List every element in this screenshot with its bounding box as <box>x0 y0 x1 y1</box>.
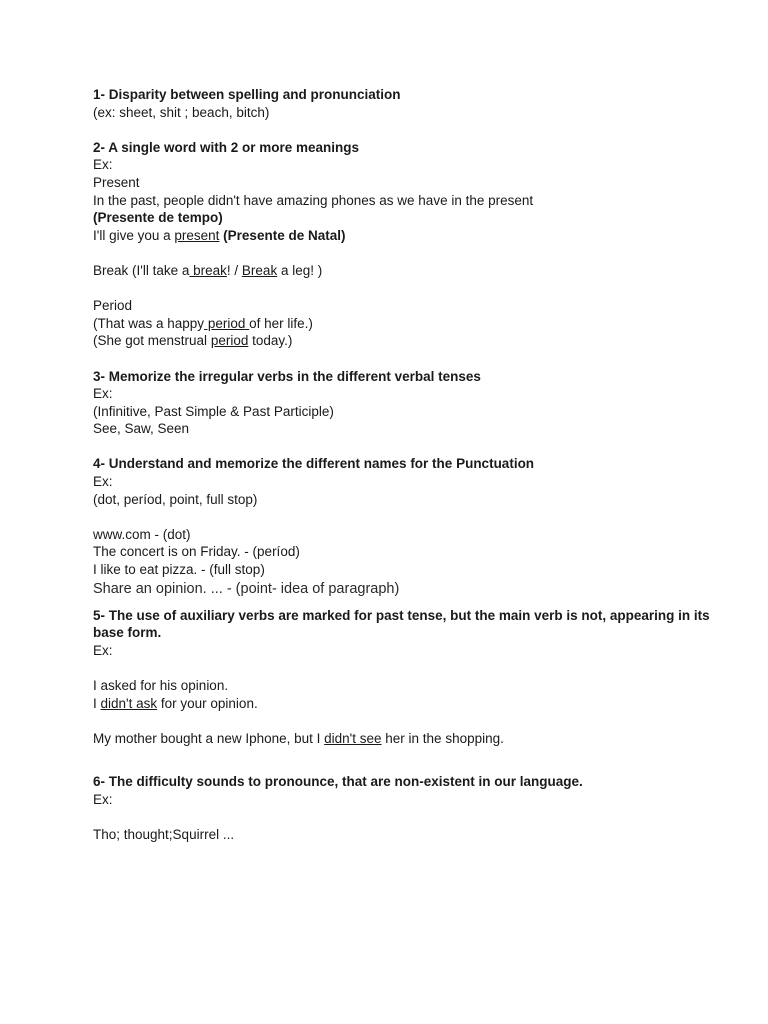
underlined-period-2: period <box>210 333 249 349</box>
underlined-present: present <box>174 227 220 243</box>
underlined-break-2: Break <box>241 262 278 278</box>
present-note-2: (Presente de Natal) <box>223 227 346 243</box>
break-sentence: Break (I'll take a break! / Break a leg! ) <box>93 262 323 278</box>
section-4-line-3: The concert is on Friday. - (períod) <box>93 544 300 560</box>
section-1-heading: 1- Disparity between spelling and pronunciation <box>93 87 401 102</box>
underlined-break-1: break <box>189 262 227 278</box>
present-sentence-2: I'll give you a present (Presente de Natal) <box>93 227 346 243</box>
section-3-line-2: See, Saw, Seen <box>93 421 190 437</box>
section-6-line-1: Tho; thought;Squirrel ... <box>93 826 235 842</box>
underlined-didnt-see: didn't see <box>324 730 382 746</box>
underlined-didnt-ask: didn't ask <box>100 695 158 711</box>
section-4-line-5: Share an opinion. ... - (point- idea of paragraph) <box>93 580 400 597</box>
section-5-ex-label: Ex: <box>93 642 113 658</box>
section-5-line-1: I asked for his opinion. <box>93 678 229 693</box>
present-sentence-1: In the past, people didn't have amazing phones as we have in the present <box>93 192 534 208</box>
section-2-ex-label: Ex: <box>93 157 113 173</box>
section-3-line-1: (Infinitive, Past Simple & Past Participle) <box>93 403 334 419</box>
period-sentence-2: (She got menstrual period today.) <box>93 333 293 349</box>
period-sentence-1: (That was a happy period of her life.) <box>93 315 313 331</box>
section-4-line-1: (dot, períod, point, full stop) <box>93 491 258 507</box>
section-4-heading: 4- Understand and memorize the different names for the Punctuation <box>93 456 535 472</box>
document-body <box>93 86 713 843</box>
present-note-1: (Presente de tempo) <box>93 210 223 226</box>
section-6-heading: 6- The difficulty sounds to pronounce, that are non-existent in our language. <box>93 773 583 789</box>
underlined-period-1: period <box>204 315 250 331</box>
section-4-ex-label: Ex: <box>93 474 113 490</box>
section-1-example: (ex: sheet, shit ; beach, bitch) <box>93 104 270 120</box>
period-word: Period <box>93 298 133 314</box>
section-2-heading: 2- A single word with 2 or more meanings <box>93 139 360 155</box>
section-5-line-2: I didn't ask for your opinion. <box>93 695 258 711</box>
section-6-ex-label: Ex: <box>93 791 113 807</box>
section-5-line-3: My mother bought a new Iphone, but I didn't see her in the shopping. <box>93 730 504 746</box>
section-5-heading: 5- The use of auxiliary verbs are marked for past tense, but the main verb is not, appearing in its base form. <box>93 607 710 641</box>
section-4-line-4: I like to eat pizza. - (full stop) <box>93 562 265 578</box>
section-3-heading: 3- Memorize the irregular verbs in the different verbal tenses <box>93 368 481 384</box>
section-4-line-2: www.com - (dot) <box>93 526 191 542</box>
present-word: Present <box>93 174 140 190</box>
section-3-ex-label: Ex: <box>93 386 113 402</box>
